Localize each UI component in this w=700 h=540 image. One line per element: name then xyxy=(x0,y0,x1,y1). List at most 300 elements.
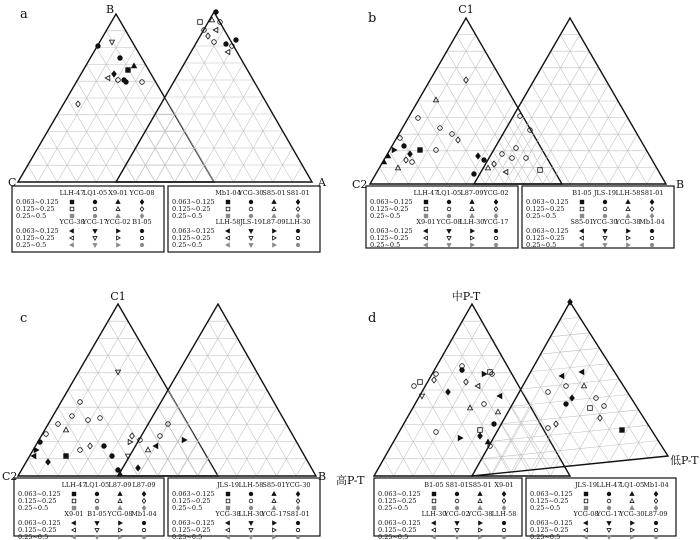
legend-size-class: 0.25~0.5 xyxy=(172,241,203,249)
triangle-down-marker xyxy=(249,529,253,533)
panel-b xyxy=(352,3,684,249)
circle-marker xyxy=(410,160,415,165)
triangle-left-marker xyxy=(226,229,230,233)
legend-sample-name: YCG-02 xyxy=(105,218,131,226)
diamond-marker xyxy=(476,153,481,159)
legend-sample-name: LLH-58 xyxy=(215,218,241,226)
legend-size-class: 0.063~0.125 xyxy=(18,490,61,498)
grid-line xyxy=(543,167,553,184)
triangle-right-marker xyxy=(471,243,475,247)
legend-size-class: 0.25~0.5 xyxy=(530,504,561,512)
legend-size-class: 0.25~0.5 xyxy=(378,533,409,540)
grid-line xyxy=(389,35,475,184)
diamond-marker xyxy=(650,207,654,212)
legend-box-left xyxy=(12,186,164,252)
legend-box-right xyxy=(522,186,674,249)
legend-sample-name: Mb1-04 xyxy=(643,481,669,489)
hexagon-marker xyxy=(140,229,144,232)
legend-sample-name: YCG-08 xyxy=(436,218,462,226)
circle-marker xyxy=(416,116,421,121)
circle-marker xyxy=(249,200,253,204)
diamond-marker xyxy=(136,465,141,471)
hexagon-marker xyxy=(650,243,654,246)
grid-line xyxy=(521,379,619,389)
triangle-left-marker xyxy=(424,236,428,240)
triangle-right-marker xyxy=(117,236,121,240)
legend-sample-name: JLS-19 xyxy=(216,481,240,489)
grid-line xyxy=(503,134,532,184)
grid-line xyxy=(504,134,533,184)
triangle-down-marker xyxy=(447,237,451,241)
legend-sample-name: LLH-47 xyxy=(413,189,439,197)
hexagon-marker xyxy=(494,236,498,239)
triangle-down-marker xyxy=(607,529,611,533)
circle-marker xyxy=(95,499,99,503)
grid-line xyxy=(296,459,306,476)
circle-marker xyxy=(249,492,253,496)
legend-sample-name: Mb1-04 xyxy=(131,510,157,518)
triangle-right-marker xyxy=(117,229,121,233)
triangle-up-marker xyxy=(118,506,122,510)
legend-table xyxy=(530,481,669,540)
circle-marker xyxy=(110,454,115,459)
circle-marker xyxy=(212,40,217,45)
legend-sample-name: LLH-30 xyxy=(459,218,485,226)
square-marker xyxy=(580,207,584,211)
triangle-up-marker xyxy=(63,427,68,432)
diamond-marker xyxy=(494,207,498,212)
triangle-down-marker xyxy=(455,522,459,526)
legend-sample-name: JLS-19 xyxy=(593,189,617,197)
diamond-marker xyxy=(502,499,506,504)
diamond-marker xyxy=(76,101,81,107)
square-marker xyxy=(72,499,76,503)
legend-size-class: 0.063~0.125 xyxy=(370,227,413,235)
legend-size-class: 0.125~0.25 xyxy=(18,526,57,534)
legend-size-class: 0.25~0.5 xyxy=(16,212,47,220)
grid-line xyxy=(47,132,76,182)
legend-sample-name: L87-09 xyxy=(460,189,484,197)
legend-sample-name: S81-01 xyxy=(640,189,664,197)
triangle-right-marker xyxy=(479,521,483,525)
triangle-up-marker xyxy=(581,383,586,388)
grid-line xyxy=(204,29,292,182)
legend-size-class: 0.063~0.125 xyxy=(18,519,61,527)
legend-sample-name: JLS-19 xyxy=(574,481,598,489)
triangle-down-marker xyxy=(249,522,253,526)
ternary-triangle xyxy=(472,302,668,476)
vertex-label-top: B xyxy=(105,3,115,16)
triangle-up-marker xyxy=(626,214,630,218)
grid-line xyxy=(550,333,589,337)
triangle-right-marker xyxy=(392,147,397,152)
legend-size-class: 0.063~0.125 xyxy=(378,519,421,527)
circle-marker xyxy=(472,172,477,177)
triangle-left-marker xyxy=(559,373,564,378)
hexagon-marker xyxy=(654,528,658,531)
legend-sample-name: LQ1-05 xyxy=(619,481,645,489)
grid-line xyxy=(384,459,394,476)
triangle-up-marker xyxy=(272,214,276,218)
legend-sample-name: YCG-38 xyxy=(615,218,641,226)
square-marker xyxy=(70,200,74,204)
legend-sample-name: JLS-19 xyxy=(239,218,263,226)
legend-size-class: 0.25~0.5 xyxy=(526,241,557,249)
triangle-left-marker xyxy=(226,528,230,532)
legend-sample-name: B1-05 xyxy=(572,189,592,197)
square-marker xyxy=(424,200,428,204)
legend-size-class: 0.063~0.125 xyxy=(370,198,413,206)
legend-size-class: 0.125~0.25 xyxy=(526,234,565,242)
circle-marker xyxy=(546,426,551,431)
triangle-down-marker xyxy=(603,244,607,248)
legend-box-right xyxy=(526,478,676,540)
triangle-right-marker xyxy=(34,447,39,452)
hexagon-marker xyxy=(296,521,300,524)
hexagon-marker xyxy=(142,528,146,531)
grid-line xyxy=(511,394,629,406)
legend-table xyxy=(172,189,310,249)
circle-marker xyxy=(56,422,61,427)
grid-line xyxy=(77,64,146,182)
circle-marker xyxy=(603,207,607,211)
legend-sample-name: LQ1-05 xyxy=(84,481,110,489)
triangle-right-marker xyxy=(479,528,483,532)
hexagon-marker xyxy=(494,229,498,232)
triangle-left-marker xyxy=(70,229,74,233)
legend-sample-name: L87-09 xyxy=(132,481,156,489)
circle-marker xyxy=(514,146,519,151)
legend-sample-name: X9-01 xyxy=(416,218,436,226)
legend-size-class: 0.125~0.25 xyxy=(370,205,409,213)
legend-sample-name: L87-09 xyxy=(644,510,668,518)
triangle-right-marker xyxy=(631,521,635,525)
hexagon-marker xyxy=(296,528,300,531)
triangle-up-marker xyxy=(145,447,150,452)
legend-size-class: 0.25~0.5 xyxy=(16,241,47,249)
legend-size-class: 0.25~0.5 xyxy=(18,504,49,512)
triangle-down-marker xyxy=(95,536,99,540)
grid-line xyxy=(177,356,247,476)
panel-c xyxy=(2,290,326,540)
legend-size-class: 0.125~0.25 xyxy=(526,205,565,213)
diamond-marker xyxy=(650,200,654,205)
legend-size-class: 0.063~0.125 xyxy=(172,198,215,206)
grid-line xyxy=(423,390,472,476)
legend-sample-name: S85-01 xyxy=(262,481,286,489)
legend-sample-name: LLH-47 xyxy=(59,189,85,197)
square-marker xyxy=(226,200,230,204)
grid-line xyxy=(28,459,38,476)
legend-sample-name: YCG-30 xyxy=(285,481,311,489)
square-marker xyxy=(418,380,423,385)
square-marker xyxy=(198,20,203,25)
legend-size-class: 0.25~0.5 xyxy=(370,241,401,249)
legend-box-right xyxy=(168,186,320,252)
legend-sample-name: S85-01 xyxy=(570,218,594,226)
square-marker xyxy=(588,406,593,411)
triangle-left-marker xyxy=(584,521,588,525)
diamond-marker xyxy=(88,443,93,449)
legend-size-class: 0.125~0.25 xyxy=(378,497,417,505)
grid-line xyxy=(185,63,254,182)
triangle-up-marker xyxy=(478,499,482,503)
hexagon-marker xyxy=(296,535,300,538)
legend-size-class: 0.25~0.5 xyxy=(18,533,49,540)
grid-line xyxy=(532,68,599,184)
legend-box-right xyxy=(168,478,320,540)
legend-table xyxy=(16,189,154,249)
triangle-left-marker xyxy=(432,521,436,525)
grid-line xyxy=(570,379,619,466)
legend-sample-name: YCG-17 xyxy=(82,218,108,226)
legend-size-class: 0.25~0.5 xyxy=(172,212,203,220)
circle-marker xyxy=(38,440,43,445)
circle-marker xyxy=(402,144,407,149)
legend-size-class: 0.25~0.5 xyxy=(172,504,203,512)
legend-sample-name: YCG-38 xyxy=(215,510,241,518)
legend-size-class: 0.063~0.125 xyxy=(172,227,215,235)
vertex-label-top: C1 xyxy=(110,290,126,303)
circle-marker xyxy=(434,430,439,435)
grid-line xyxy=(138,321,228,476)
grid-line xyxy=(28,165,38,182)
circle-marker xyxy=(447,207,451,211)
legend-size-class: 0.125~0.25 xyxy=(172,497,211,505)
triangle-down-marker xyxy=(603,237,607,241)
legend-table xyxy=(172,481,310,540)
grid-line xyxy=(629,425,649,460)
circle-marker xyxy=(249,499,253,503)
legend-table xyxy=(526,189,665,249)
triangle-down-marker xyxy=(455,536,459,540)
circle-marker xyxy=(214,10,219,15)
triangle-left-marker xyxy=(424,243,428,247)
triangle-right-marker xyxy=(471,236,475,240)
circle-marker xyxy=(96,44,101,49)
diamond-marker xyxy=(494,200,498,205)
triangle-up-marker xyxy=(272,506,276,510)
circle-marker xyxy=(234,38,239,43)
legend-size-class: 0.125~0.25 xyxy=(370,234,409,242)
ternary-triangle xyxy=(116,12,312,182)
hexagon-marker xyxy=(654,535,658,538)
grid-line xyxy=(531,364,609,372)
legend-sample-name: X9-01 xyxy=(108,189,128,197)
grid-line xyxy=(108,321,198,476)
grid-line xyxy=(380,167,390,184)
triangle-right-marker xyxy=(627,236,631,240)
triangle-left-marker xyxy=(226,521,230,525)
legend-box-left xyxy=(14,478,164,540)
legend-sample-name: YCG-02 xyxy=(444,510,470,518)
legend-sample-name: B1-05 xyxy=(132,218,152,226)
legend-sample-name: LLH-47 xyxy=(61,481,87,489)
circle-marker xyxy=(447,200,451,204)
grid-line xyxy=(394,321,482,476)
legend-size-class: 0.125~0.25 xyxy=(172,234,211,242)
panel-d xyxy=(336,289,699,540)
legend-sample-name: YCG-30 xyxy=(592,218,618,226)
circle-marker xyxy=(607,492,611,496)
triangle-right-marker xyxy=(458,435,463,440)
diamond-marker xyxy=(142,492,146,497)
legend-size-class: 0.25~0.5 xyxy=(172,533,203,540)
hexagon-marker xyxy=(140,236,144,239)
grid-line xyxy=(433,356,502,476)
circle-marker xyxy=(86,418,91,423)
square-marker xyxy=(584,492,588,496)
triangle-down-marker xyxy=(249,244,253,248)
legend-sample-name: LLH-58 xyxy=(615,189,641,197)
triangle-up-marker xyxy=(272,499,276,503)
circle-marker xyxy=(124,80,129,85)
grid-line xyxy=(257,424,287,476)
legend-size-class: 0.25~0.5 xyxy=(530,533,561,540)
triangle-right-marker xyxy=(128,439,133,444)
grid-line xyxy=(560,317,580,319)
hexagon-marker xyxy=(502,528,506,531)
legend-sample-name: LLH-58 xyxy=(238,481,264,489)
legend-table xyxy=(18,481,157,540)
grid-line xyxy=(403,424,432,476)
triangle-right-marker xyxy=(117,243,121,247)
square-marker xyxy=(580,200,584,204)
square-marker xyxy=(432,492,436,496)
vertex-label-right: B xyxy=(676,178,685,191)
triangle-left-marker xyxy=(31,453,36,458)
triangle-up-marker xyxy=(470,214,474,218)
panel-letter: a xyxy=(20,7,28,22)
circle-marker xyxy=(78,448,83,453)
grid-line xyxy=(292,165,302,182)
legend-sample-name: YCG-30 xyxy=(238,189,264,197)
grid-line xyxy=(482,459,492,474)
circle-marker xyxy=(455,492,459,496)
triangle-down-marker xyxy=(455,529,459,533)
triangle-left-marker xyxy=(105,75,110,80)
legend-box-left xyxy=(366,186,518,249)
triangle-left-marker xyxy=(580,229,584,233)
triangle-left-marker xyxy=(584,528,588,532)
legend-sample-name: YCG-02 xyxy=(483,189,509,197)
legend-sample-name: YCG-38 xyxy=(59,218,85,226)
grid-line xyxy=(136,29,224,182)
triangle-left-marker xyxy=(72,528,76,532)
diamond-marker xyxy=(654,492,658,497)
legend-sample-name: L87-09 xyxy=(108,481,132,489)
triangle-left-marker xyxy=(70,236,74,240)
circle-marker xyxy=(460,368,465,373)
square-marker xyxy=(226,499,230,503)
grid-line xyxy=(648,441,658,458)
triangle-down-marker xyxy=(249,536,253,540)
hexagon-marker xyxy=(140,243,144,246)
square-marker xyxy=(64,454,69,459)
grid-line xyxy=(608,134,637,184)
legend-size-class: 0.125~0.25 xyxy=(530,526,569,534)
grid-line xyxy=(165,97,214,182)
legend-size-class: 0.063~0.125 xyxy=(526,198,569,206)
circle-marker xyxy=(434,372,439,377)
circle-marker xyxy=(434,148,439,153)
legend-sample-name: LLH-30 xyxy=(421,510,447,518)
legend-sample-name: L87-09 xyxy=(262,218,286,226)
grid-line xyxy=(168,390,217,476)
legend-sample-name: LLH-47 xyxy=(596,481,622,489)
circle-marker xyxy=(492,422,497,427)
legend-size-class: 0.25~0.5 xyxy=(526,212,557,220)
triangle-down-marker xyxy=(249,237,253,241)
square-marker xyxy=(620,428,625,433)
legend-sample-name: LLH-58 xyxy=(491,510,517,518)
triangle-down-marker xyxy=(607,536,611,540)
diamond-marker xyxy=(112,71,117,77)
vertex-label-top: 中P-T xyxy=(451,290,481,303)
diamond-marker xyxy=(46,459,51,465)
grid-line xyxy=(198,459,208,476)
triangle-right-marker xyxy=(627,243,631,247)
legend-box-left xyxy=(374,478,522,540)
triangle-up-marker xyxy=(272,200,276,204)
legend-sample-name: YCG-08 xyxy=(107,510,133,518)
grid-line xyxy=(126,165,136,182)
hexagon-marker xyxy=(296,229,300,232)
legend-size-class: 0.125~0.25 xyxy=(378,526,417,534)
triangle-up-marker xyxy=(118,492,122,496)
data-points xyxy=(76,10,239,107)
triangle-up-marker xyxy=(478,506,482,510)
legend-size-class: 0.125~0.25 xyxy=(530,497,569,505)
triangle-up-marker xyxy=(131,63,136,68)
triangle-up-marker xyxy=(118,499,122,503)
triangle-left-marker xyxy=(497,393,502,398)
legend-sample-name: S85-01 xyxy=(468,481,492,489)
legend-sample-name: S81-01 xyxy=(286,510,310,518)
diamond-marker xyxy=(140,200,144,205)
triangle-down-marker xyxy=(95,529,99,533)
triangle-left-marker xyxy=(580,243,584,247)
square-marker xyxy=(432,499,436,503)
legend-sample-name: B1-05 xyxy=(424,481,444,489)
legend-sample-name: LQ1-05 xyxy=(82,189,108,197)
triangle-up-marker xyxy=(272,492,276,496)
circle-marker xyxy=(95,492,99,496)
triangle-up-marker xyxy=(630,506,634,510)
circle-marker xyxy=(607,499,611,503)
grid-line xyxy=(501,410,638,424)
triangle-up-marker xyxy=(626,200,630,204)
triangle-left-marker xyxy=(580,236,584,240)
grid-line xyxy=(67,98,116,182)
triangle-up-marker xyxy=(478,492,482,496)
circle-marker xyxy=(44,432,49,437)
vertex-label-left: C2 xyxy=(352,178,368,191)
grid-line xyxy=(531,348,600,470)
triangle-up-marker xyxy=(630,492,634,496)
circle-marker xyxy=(118,56,123,61)
grid-line xyxy=(541,354,610,462)
square-marker xyxy=(418,148,423,153)
circle-marker xyxy=(482,402,487,407)
triangle-left-marker xyxy=(225,49,230,54)
legend-sample-name: LLH-30 xyxy=(285,218,311,226)
legend-size-class: 0.063~0.125 xyxy=(16,227,59,235)
triangle-left-marker xyxy=(226,243,230,247)
diamond-marker xyxy=(296,492,300,497)
legend-sample-name: S81-01 xyxy=(286,189,310,197)
legend-size-class: 0.125~0.25 xyxy=(172,526,211,534)
